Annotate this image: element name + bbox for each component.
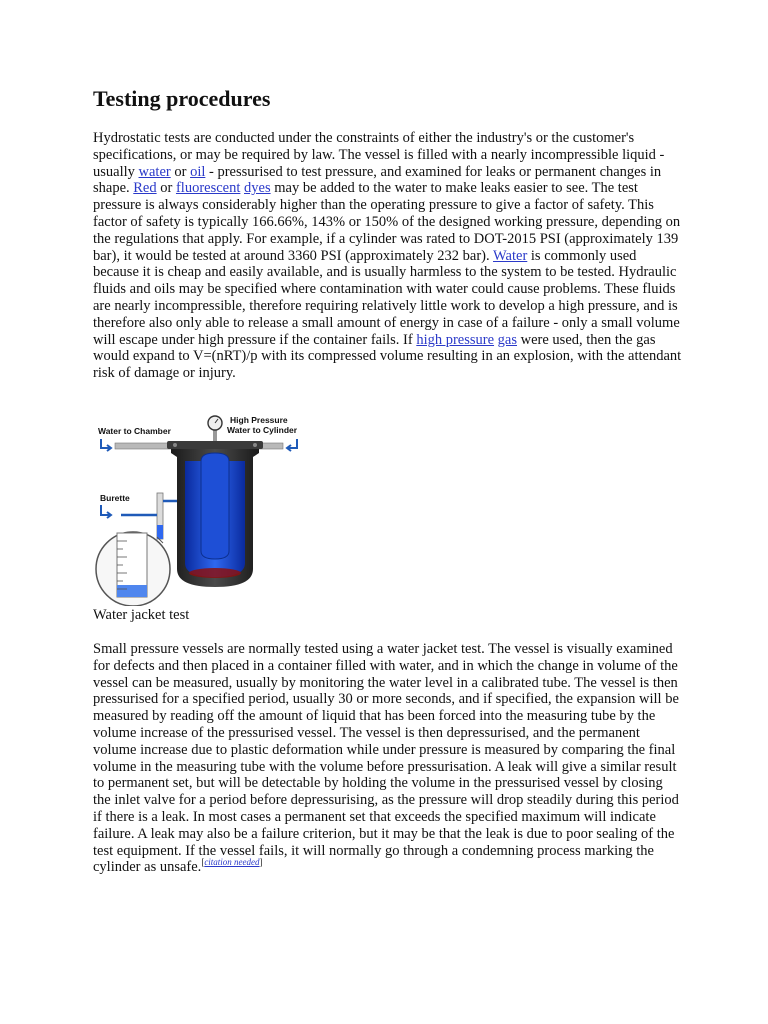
link-red[interactable]: Red — [133, 180, 157, 197]
label-high-pressure: High Pressure — [230, 414, 288, 425]
link-high-pressure[interactable]: high pressure — [416, 331, 495, 348]
text-run: were used, then the gas would expand to V=(nRT)/p with its compressed volume resulting in an explosion, with the attendant risk of damage or injury. — [93, 331, 682, 382]
text-run: may be added to the water to make leaks easier to see. The test pressure is always considerably higher than the operating pressure to give a factor of safety. This factor of safety is typically 166.66%, 143% or 150% of the designed working pressure, depending on the regulations that apply. For example, if a cylinder was rated to DOT-2015 PSI (approximately 139 bar), it would be tested at around 3360 PSI (approximately 232 bar). — [93, 180, 681, 264]
label-burette: Burette — [100, 492, 130, 503]
paragraph-water-jacket — [93, 641, 683, 876]
section-heading: Testing procedures — [93, 86, 271, 111]
link-oil[interactable]: oil — [190, 163, 206, 180]
text-run: - pressurised to test pressure, and examined for leaks or permanent changes in shape. — [93, 163, 662, 197]
label-water-to-cylinder: Water to Cylinder — [227, 424, 298, 435]
magnifier-inset — [96, 532, 170, 606]
text-run: or — [156, 180, 176, 197]
link-water[interactable]: water — [138, 163, 171, 180]
text-run: or — [170, 163, 191, 180]
link-gas[interactable]: gas — [497, 331, 517, 348]
citation-needed — [201, 857, 262, 867]
article-body — [93, 84, 683, 876]
paragraph-intro — [93, 130, 683, 382]
link-water-2[interactable]: Water — [493, 247, 528, 264]
text-run: Hydrostatic tests are conducted under the constraints of either the industry's or the customer's specifications, or may be required by law. The vessel is filled with a nearly incompressible liquid - usually — [93, 130, 665, 180]
bracket: [ — [201, 857, 205, 868]
link-citation-needed[interactable]: citation needed — [204, 857, 260, 868]
pressure-gauge-icon — [208, 416, 222, 430]
link-fluorescent[interactable]: fluorescent — [175, 180, 241, 197]
water-jacket-diagram — [93, 401, 305, 606]
test-cylinder — [201, 453, 229, 559]
link-dyes[interactable]: dyes — [244, 180, 271, 197]
label-water-to-chamber: Water to Chamber — [98, 425, 171, 436]
bracket: ] — [259, 857, 263, 868]
figure-caption: Water jacket test — [93, 606, 190, 623]
text-run: Small pressure vessels are normally tested using a water jacket test. The vessel is visually examined for defects and then placed in a container filled with water, and in which the change in volume of the vessel can be measured, usually by monitoring the water level in a calibrated tube. The vessel is then pressurised for a specified period, usually 30 or more seconds, and if specified, the expansion will be measured by reading off the amount of liquid that has been forced into the measuring tube by the volume increase of the pressurised vessel. The vessel is then depressurised, and the permanent volume increase due to plastic deformation while under pressure is measured by comparing the final volume in the measuring tube with the volume before pressurisation. A leak will give a similar result to permanent set, but will be detectable by holding the volume in the pressurised vessel by closing the inlet valve for a period before depressurising, as the pressure will drop steadily during this period if there is a leak. In most cases a permanent set that exceeds the specified maximum will indicate failure. A leak may also be a failure criterion, but it may be that the leak is due to poor sealing of the test equipment. If the vessel fails, it will normally go through a condemning process marking the cylinder as unsafe. — [93, 640, 679, 876]
water-jacket-figure — [93, 401, 305, 606]
text-run: is commonly used because it is cheap and easily available, and is usually harmless to the system to be tested. Hydraulic fluids and oils may be specified where contamination with water could cause problems. These fluids are nearly incompressible, therefore requiring relatively little work to develop a high pressure, and is therefore also only able to release a small amount of energy in case of a failure - only a small volume will escape under high pressure if the container fails. If — [93, 247, 680, 348]
vessel-lid — [167, 441, 263, 449]
